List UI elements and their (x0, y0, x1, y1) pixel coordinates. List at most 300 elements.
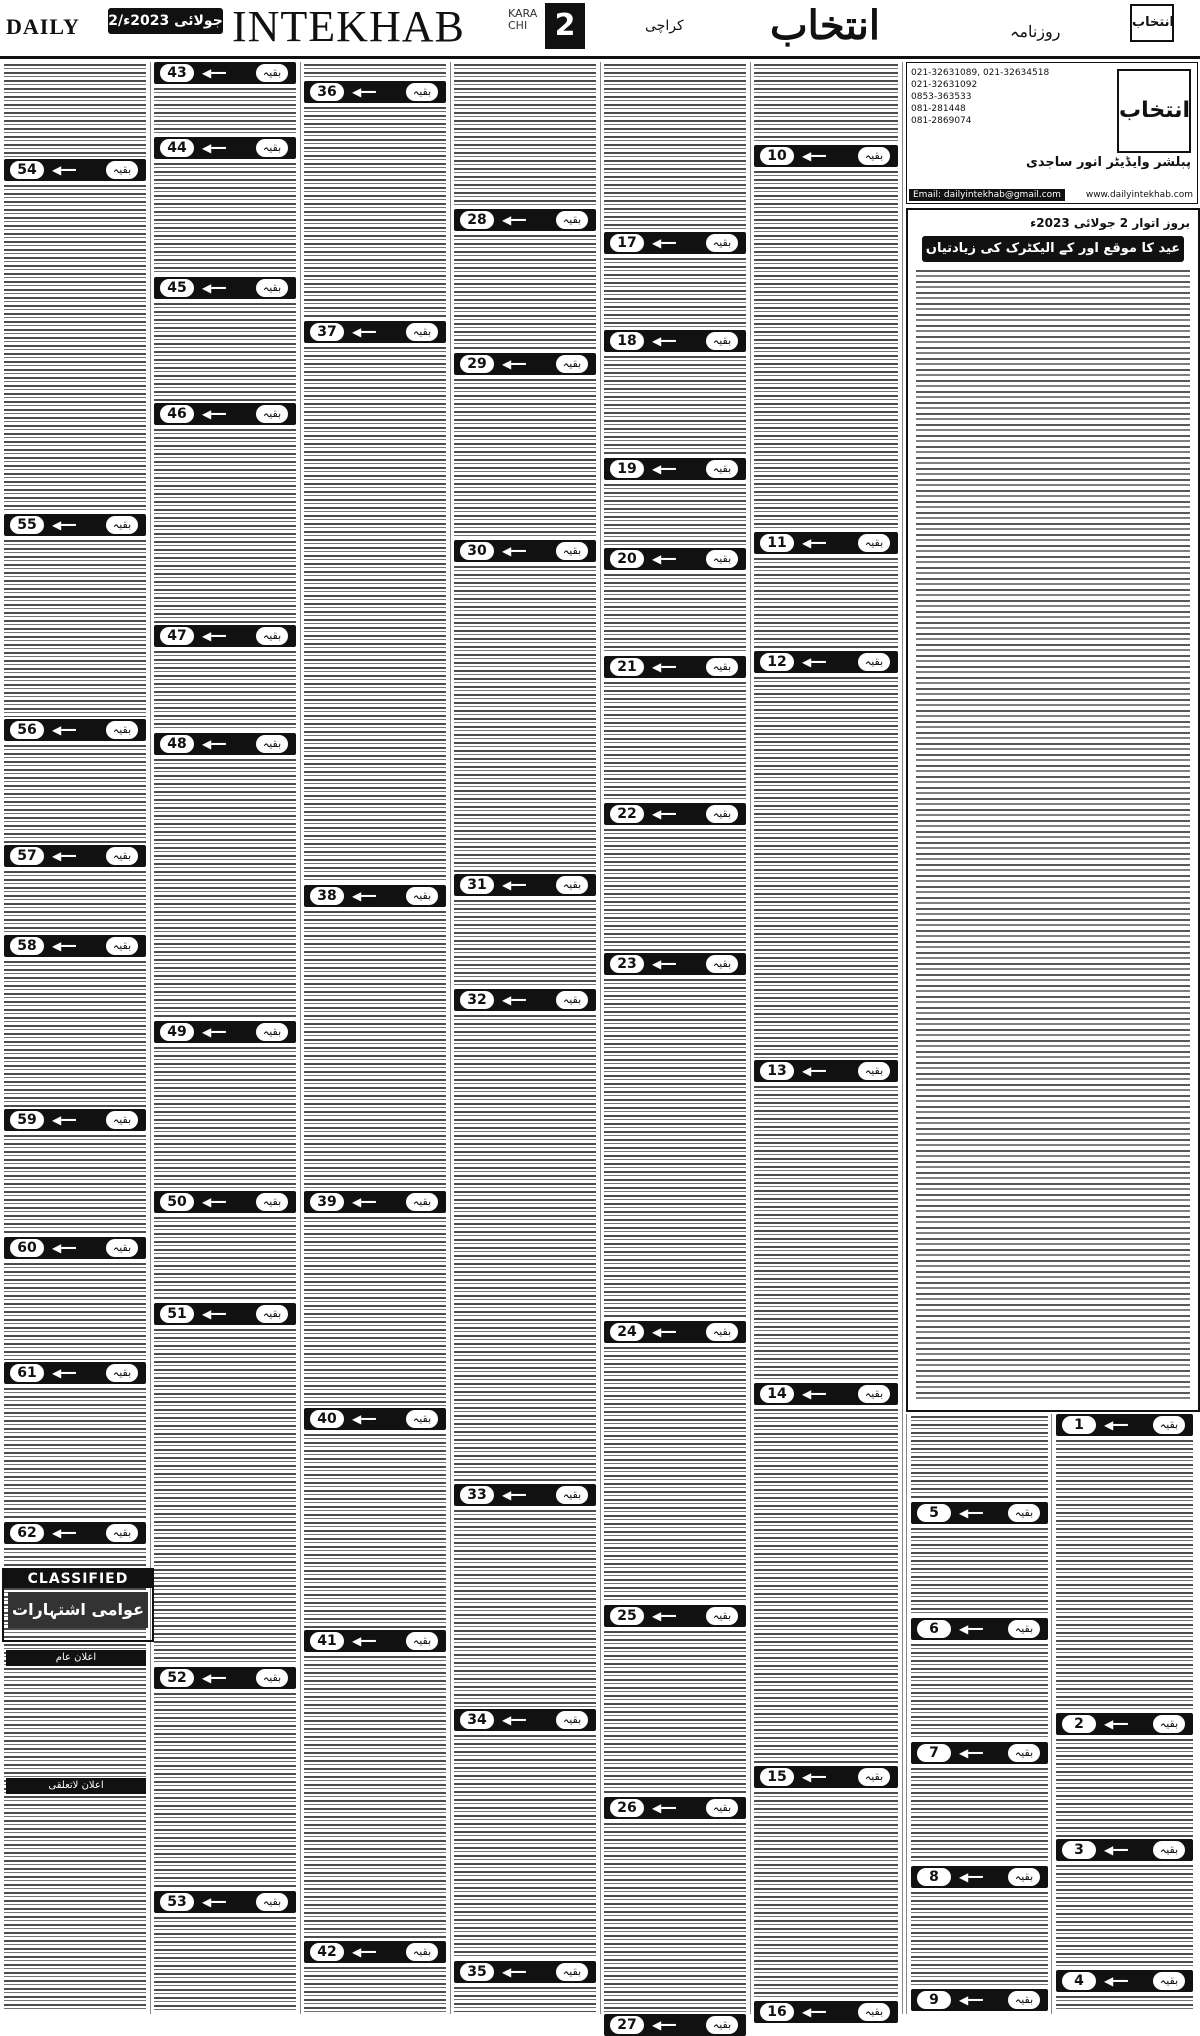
arrow-left-icon: ◀━━ (802, 1770, 826, 1784)
arrow-left-icon: ◀━━ (202, 1895, 226, 1909)
continuation-label: بقیہ (858, 1062, 890, 1080)
arrow-left-icon: ◀━━ (52, 1366, 76, 1380)
continuation-label: بقیہ (858, 147, 890, 165)
continuation-label: بقیہ (706, 234, 738, 252)
continuation-banner (304, 1941, 446, 1963)
notice-general: اعلان عام (6, 1650, 146, 1666)
arrow-left-icon: ◀━━ (352, 85, 376, 99)
text-block (154, 303, 296, 401)
news-columns (0, 62, 903, 2033)
continuation-banner (154, 137, 296, 159)
continuation-number: 12 (760, 653, 794, 671)
text-block (4, 64, 146, 157)
continuation-label: بقیہ (106, 1524, 138, 1542)
text-block (304, 1434, 446, 1628)
text-block (454, 566, 596, 872)
text-block (304, 1967, 446, 2012)
imprint-logo: انتخاب (1117, 69, 1191, 153)
text-block (154, 651, 296, 731)
continuation-label: بقیہ (1153, 1416, 1185, 1434)
continuation-number: 8 (917, 1868, 951, 1886)
continuation-label: بقیہ (106, 161, 138, 179)
text-block (604, 356, 746, 456)
continuation-label: بقیہ (256, 1669, 288, 1687)
continuation-banner (454, 353, 596, 375)
text-block (754, 64, 898, 143)
continuation-banner (454, 540, 596, 562)
continuation-number: 13 (760, 1062, 794, 1080)
continuation-label: بقیہ (556, 1486, 588, 1504)
continuation-banner (604, 803, 746, 825)
arrow-left-icon: ◀━━ (652, 462, 676, 476)
continuation-label: بقیہ (106, 1239, 138, 1257)
continuation-banner (154, 62, 296, 84)
continuation-number: 31 (460, 876, 494, 894)
arrow-left-icon: ◀━━ (52, 939, 76, 953)
arrow-left-icon: ◀━━ (352, 325, 376, 339)
continuation-label: بقیہ (706, 955, 738, 973)
continuation-label: بقیہ (1008, 1868, 1040, 1886)
continuation-number: 36 (310, 83, 344, 101)
continuation-number: 27 (610, 2016, 644, 2034)
continuation-banner (454, 989, 596, 1011)
continuation-number: 53 (160, 1893, 194, 1911)
continuation-label: بقیہ (706, 1323, 738, 1341)
continuation-banner (911, 1866, 1048, 1888)
arrow-left-icon: ◀━━ (502, 1965, 526, 1979)
arrow-left-icon: ◀━━ (1104, 1418, 1128, 1432)
continuation-label: بقیہ (256, 1893, 288, 1911)
arrow-left-icon: ◀━━ (959, 1622, 983, 1636)
column-1 (0, 62, 151, 2014)
arrow-left-icon: ◀━━ (959, 1746, 983, 1760)
continuation-banner (754, 532, 898, 554)
arrow-left-icon: ◀━━ (502, 1488, 526, 1502)
continuation-number: 38 (310, 887, 344, 905)
arrow-left-icon: ◀━━ (352, 1945, 376, 1959)
continuation-label: بقیہ (858, 1385, 890, 1403)
continuation-banner (454, 1961, 596, 1983)
continuation-number: 47 (160, 627, 194, 645)
continuation-label: بقیہ (1008, 1620, 1040, 1638)
continuation-banner (911, 1989, 1048, 2011)
text-block (1056, 1996, 1193, 2012)
continuation-label: بقیہ (406, 1193, 438, 1211)
text-block (4, 540, 146, 717)
continuation-number: 48 (160, 735, 194, 753)
contact-line: 021-32631092 (911, 80, 978, 90)
continuation-number: 23 (610, 955, 644, 973)
text-block (304, 1656, 446, 1939)
continuation-label: بقیہ (406, 887, 438, 905)
arrow-left-icon: ◀━━ (352, 1195, 376, 1209)
continuation-banner (604, 1797, 746, 1819)
classified-urdu: عوامی اشتہارات (8, 1592, 148, 1628)
classified-title: CLASSIFIED (4, 1570, 152, 1588)
right-column-2 (906, 1414, 1052, 2014)
continuation-banner (1056, 1414, 1193, 1436)
continuation-banner (454, 1709, 596, 1731)
continuation-banner (4, 1522, 146, 1544)
arrow-left-icon: ◀━━ (202, 66, 226, 80)
continuation-number: 60 (10, 1239, 44, 1257)
text-block (454, 1987, 596, 2012)
column-5 (600, 62, 751, 2033)
continuation-label: بقیہ (406, 1632, 438, 1650)
continuation-label: بقیہ (256, 139, 288, 157)
continuation-number: 62 (10, 1524, 44, 1542)
continuation-number: 15 (760, 1768, 794, 1786)
continuation-label: بقیہ (1008, 1991, 1040, 2009)
text-block (604, 829, 746, 951)
text-block (4, 1135, 146, 1235)
arrow-left-icon: ◀━━ (802, 536, 826, 550)
text-block (604, 258, 746, 328)
contact-line: 021-32631089, 021-32634518 (911, 68, 1050, 78)
arrow-left-icon: ◀━━ (52, 1526, 76, 1540)
continuation-label: بقیہ (706, 805, 738, 823)
text-block (604, 1823, 746, 2012)
continuation-banner (604, 1321, 746, 1343)
arrow-left-icon: ◀━━ (802, 2005, 826, 2019)
arrow-left-icon: ◀━━ (802, 149, 826, 163)
arrow-left-icon: ◀━━ (652, 1609, 676, 1623)
text-block (4, 745, 146, 843)
continuation-banner (454, 209, 596, 231)
continuation-banner (4, 159, 146, 181)
continuation-banner (1056, 1839, 1193, 1861)
continuation-number: 5 (917, 1504, 951, 1522)
continuation-banner (1056, 1970, 1193, 1992)
continuation-number: 55 (10, 516, 44, 534)
text-block (604, 1347, 746, 1603)
continuation-label: بقیہ (256, 1023, 288, 1041)
continuation-number: 9 (917, 1991, 951, 2009)
continuation-number: 21 (610, 658, 644, 676)
continuation-banner (754, 145, 898, 167)
continuation-number: 39 (310, 1193, 344, 1211)
column-2 (150, 62, 301, 2014)
continuation-label: بقیہ (556, 876, 588, 894)
text-block (154, 1917, 296, 2012)
continuation-number: 22 (610, 805, 644, 823)
continuation-number: 28 (460, 211, 494, 229)
continuation-number: 11 (760, 534, 794, 552)
continuation-number: 37 (310, 323, 344, 341)
continuation-number: 51 (160, 1305, 194, 1323)
arrow-left-icon: ◀━━ (652, 957, 676, 971)
masthead-urdu-title: انتخاب (770, 2, 880, 49)
text-block (1056, 1865, 1193, 1968)
text-block (304, 911, 446, 1189)
arrow-left-icon: ◀━━ (352, 1634, 376, 1648)
continuation-number: 10 (760, 147, 794, 165)
text-block (454, 900, 596, 987)
continuation-banner (754, 2001, 898, 2023)
continuation-label: بقیہ (1153, 1841, 1185, 1859)
continuation-number: 40 (310, 1410, 344, 1428)
continuation-number: 2 (1062, 1715, 1096, 1733)
continuation-label: بقیہ (406, 83, 438, 101)
continuation-number: 25 (610, 1607, 644, 1625)
continuation-label: بقیہ (256, 1193, 288, 1211)
arrow-left-icon: ◀━━ (1104, 1843, 1128, 1857)
text-block (911, 1768, 1048, 1864)
text-block (604, 979, 746, 1319)
continuation-number: 45 (160, 279, 194, 297)
classified-box (2, 1568, 154, 1642)
masthead-city-english (508, 8, 537, 32)
text-block (604, 574, 746, 654)
continuation-banner (304, 81, 446, 103)
text-block (754, 558, 898, 649)
continuation-banner (154, 1667, 296, 1689)
text-block (154, 1329, 296, 1665)
text-block (754, 1086, 898, 1381)
continuation-label: بقیہ (706, 460, 738, 478)
continuation-number: 17 (610, 234, 644, 252)
continuation-number: 16 (760, 2003, 794, 2021)
imprint-email: Email: dailyintekhab@gmail.com (909, 189, 1065, 201)
text-block (4, 185, 146, 512)
masthead-kara: KARA (508, 7, 538, 20)
text-block (304, 107, 446, 319)
continuation-number: 44 (160, 139, 194, 157)
masthead-chi: CHI (508, 19, 528, 32)
editorial-headline: عید کا موقع اور کے الیکٹرک کی زیادتیاں (922, 236, 1184, 262)
continuation-banner (604, 548, 746, 570)
continuation-label: بقیہ (858, 1768, 890, 1786)
continuation-number: 34 (460, 1711, 494, 1729)
column-6 (750, 62, 903, 2020)
arrow-left-icon: ◀━━ (959, 1506, 983, 1520)
continuation-banner (1056, 1713, 1193, 1735)
continuation-number: 24 (610, 1323, 644, 1341)
text-block (154, 759, 296, 1019)
continuation-banner (911, 1742, 1048, 1764)
continuation-number: 35 (460, 1963, 494, 1981)
arrow-left-icon: ◀━━ (52, 1113, 76, 1127)
continuation-label: بقیہ (556, 355, 588, 373)
continuation-label: بقیہ (706, 1799, 738, 1817)
continuation-banner (4, 1109, 146, 1131)
continuation-banner (4, 514, 146, 536)
continuation-banner (304, 321, 446, 343)
text-block (154, 429, 296, 623)
continuation-number: 52 (160, 1669, 194, 1687)
arrow-left-icon: ◀━━ (52, 849, 76, 863)
arrow-left-icon: ◀━━ (202, 1025, 226, 1039)
text-block (4, 871, 146, 933)
masthead-date: 2/جولائی 2023ء (108, 8, 223, 34)
page-number: 2 (545, 3, 585, 49)
continuation-banner (4, 1237, 146, 1259)
continuation-number: 43 (160, 64, 194, 82)
continuation-label: بقیہ (256, 1305, 288, 1323)
continuation-number: 42 (310, 1943, 344, 1961)
continuation-banner (604, 330, 746, 352)
continuation-label: بقیہ (858, 2003, 890, 2021)
continuation-number: 58 (10, 937, 44, 955)
continuation-banner (154, 277, 296, 299)
continuation-number: 59 (10, 1111, 44, 1129)
continuation-label: بقیہ (106, 721, 138, 739)
continuation-banner (604, 656, 746, 678)
continuation-banner (154, 403, 296, 425)
arrow-left-icon: ◀━━ (202, 281, 226, 295)
masthead (0, 0, 1200, 59)
continuation-number: 29 (460, 355, 494, 373)
continuation-label: بقیہ (556, 211, 588, 229)
continuation-label: بقیہ (1008, 1744, 1040, 1762)
continuation-label: بقیہ (706, 332, 738, 350)
text-block (911, 1528, 1048, 1616)
continuation-banner (911, 1502, 1048, 1524)
text-block (911, 1892, 1048, 1987)
arrow-left-icon: ◀━━ (502, 1713, 526, 1727)
arrow-left-icon: ◀━━ (652, 660, 676, 674)
arrow-left-icon: ◀━━ (652, 552, 676, 566)
arrow-left-icon: ◀━━ (802, 1387, 826, 1401)
arrow-left-icon: ◀━━ (802, 1064, 826, 1078)
continuation-banner (754, 651, 898, 673)
editorial (906, 208, 1200, 1412)
text-block (454, 235, 596, 351)
continuation-label: بقیہ (706, 550, 738, 568)
continuation-label: بقیہ (1008, 1504, 1040, 1522)
text-block (454, 1510, 596, 1707)
continuation-banner (154, 1891, 296, 1913)
imprint-contacts (911, 67, 1121, 127)
arrow-left-icon: ◀━━ (652, 1801, 676, 1815)
imprint-box (906, 62, 1198, 204)
imprint-publisher: پبلشر وایڈیٹر انور ساجدی (1025, 155, 1191, 170)
continuation-number: 50 (160, 1193, 194, 1211)
continuation-banner (911, 1618, 1048, 1640)
arrow-left-icon: ◀━━ (502, 213, 526, 227)
continuation-number: 56 (10, 721, 44, 739)
continuation-label: بقیہ (256, 405, 288, 423)
arrow-left-icon: ◀━━ (202, 1195, 226, 1209)
continuation-banner (754, 1766, 898, 1788)
arrow-left-icon: ◀━━ (52, 723, 76, 737)
arrow-left-icon: ◀━━ (652, 807, 676, 821)
text-block (304, 347, 446, 883)
continuation-banner (604, 232, 746, 254)
continuation-banner (154, 1191, 296, 1213)
text-block (454, 1735, 596, 1959)
arrow-left-icon: ◀━━ (1104, 1974, 1128, 1988)
continuation-banner (154, 733, 296, 755)
continuation-label: بقیہ (256, 735, 288, 753)
text-block (454, 1015, 596, 1482)
arrow-left-icon: ◀━━ (652, 334, 676, 348)
continuation-banner (4, 845, 146, 867)
text-block (154, 88, 296, 135)
continuation-banner (4, 935, 146, 957)
text-block (4, 1388, 146, 1520)
arrow-left-icon: ◀━━ (202, 737, 226, 751)
contact-line: 081-281448 (911, 104, 966, 114)
continuation-number: 1 (1062, 1416, 1096, 1434)
text-block (1056, 1739, 1193, 1837)
masthead-roznama: روزنامہ (1010, 22, 1061, 41)
continuation-number: 26 (610, 1799, 644, 1817)
arrow-left-icon: ◀━━ (202, 629, 226, 643)
continuation-banner (454, 1484, 596, 1506)
continuation-label: بقیہ (556, 991, 588, 1009)
arrow-left-icon: ◀━━ (202, 1671, 226, 1685)
contact-line: 081-2869074 (911, 116, 972, 126)
continuation-number: 20 (610, 550, 644, 568)
text-block (911, 1644, 1048, 1740)
continuation-label: بقیہ (556, 1963, 588, 1981)
continuation-banner (604, 458, 746, 480)
masthead-city-urdu: کراچی (645, 18, 684, 34)
arrow-left-icon: ◀━━ (802, 655, 826, 669)
continuation-banner (154, 625, 296, 647)
continuation-banner (154, 1021, 296, 1043)
continuation-banner (154, 1303, 296, 1325)
continuation-banner (454, 874, 596, 896)
text-block (604, 682, 746, 801)
continuation-number: 14 (760, 1385, 794, 1403)
arrow-left-icon: ◀━━ (202, 1307, 226, 1321)
continuation-label: بقیہ (706, 1607, 738, 1625)
continuation-number: 46 (160, 405, 194, 423)
editorial-date: بروز اتوار 2 جولائی 2023ء (1030, 216, 1190, 230)
text-block (154, 1693, 296, 1889)
arrow-left-icon: ◀━━ (52, 518, 76, 532)
arrow-left-icon: ◀━━ (959, 1993, 983, 2007)
continuation-label: بقیہ (858, 534, 890, 552)
text-block (754, 1409, 898, 1764)
arrow-left-icon: ◀━━ (352, 889, 376, 903)
notice-disclaimer: اعلان لاتعلقی (6, 1778, 146, 1794)
continuation-number: 49 (160, 1023, 194, 1041)
arrow-left-icon: ◀━━ (502, 544, 526, 558)
text-block (604, 484, 746, 546)
continuation-banner (604, 953, 746, 975)
continuation-number: 32 (460, 991, 494, 1009)
continuation-label: بقیہ (858, 653, 890, 671)
text-block (4, 1263, 146, 1360)
continuation-label: بقیہ (706, 658, 738, 676)
continuation-banner (604, 1605, 746, 1627)
continuation-banner (304, 1191, 446, 1213)
continuation-number: 19 (610, 460, 644, 478)
text-block (604, 1631, 746, 1795)
continuation-label: بقیہ (406, 323, 438, 341)
arrow-left-icon: ◀━━ (502, 878, 526, 892)
arrow-left-icon: ◀━━ (502, 993, 526, 1007)
arrow-left-icon: ◀━━ (652, 236, 676, 250)
right-bottom-columns (906, 1414, 1196, 2014)
text-block (911, 1416, 1048, 1500)
masthead-logo: انتخاب (1130, 4, 1174, 42)
text-block (304, 1217, 446, 1406)
arrow-left-icon: ◀━━ (652, 1325, 676, 1339)
continuation-number: 6 (917, 1620, 951, 1638)
arrow-left-icon: ◀━━ (202, 141, 226, 155)
arrow-left-icon: ◀━━ (52, 1241, 76, 1255)
masthead-english-title: INTEKHAB (232, 2, 465, 51)
text-block (1056, 1440, 1193, 1711)
text-block (4, 961, 146, 1107)
continuation-banner (754, 1383, 898, 1405)
continuation-label: بقیہ (406, 1943, 438, 1961)
arrow-left-icon: ◀━━ (959, 1870, 983, 1884)
